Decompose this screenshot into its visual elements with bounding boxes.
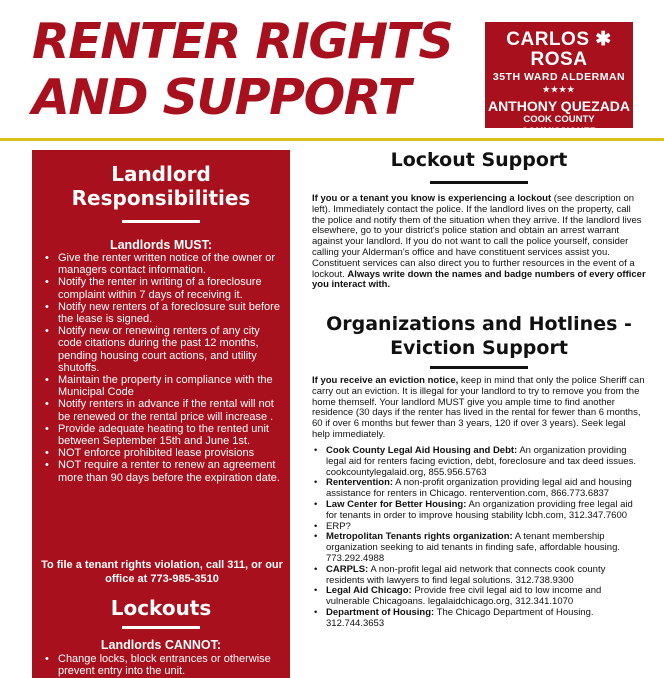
org-desc: Provide free civil legal aid to low income and vulnerable Chicagoans. legalaidchicago.org, 312.341.1070	[326, 585, 602, 608]
list-item: • Notify new or renewing renters of any city code citations during the past 12 months, pending housing court actions, and utility shutoffs.	[40, 325, 284, 374]
must-list	[40, 252, 284, 484]
list-item: • NOT enforce prohibited lease provisions	[40, 447, 284, 459]
org-desc: A tenant membership organization seeking to aid tenants in finding safe, affordable housing. 773.292.4988	[326, 531, 621, 564]
list-item: • Notify renters in advance if the rental will not be renewed or the rental price will increase .	[40, 398, 284, 422]
lockout-lead: If you or a tenant you know is experiencing a lockout	[312, 193, 552, 204]
badge-role-1: 35TH WARD ALDERMAN	[492, 71, 626, 83]
landlord-panel	[32, 150, 290, 678]
heading-underline	[122, 220, 200, 223]
list-item: • NOT require a renter to renew an agreement more than 90 days before the expiration date.	[40, 459, 284, 483]
org-desc: An organization providing free legal aid for tenants in order to improve housing stability lcbh.com, 312.347.7600	[326, 498, 633, 521]
list-item: • Maintain the property in compliance with the Municipal Code	[40, 374, 284, 398]
list-item: • Provide adequate heating to the rented unit between September 15th and June 1st.	[40, 423, 284, 447]
call-to-action: To file a tenant rights violation, call 311, or our office at 773-985-3510	[41, 559, 283, 585]
title-line-2: AND SUPPORT	[32, 69, 410, 126]
badge-name-1	[485, 30, 633, 70]
heading-underline	[430, 181, 528, 184]
org-name: Department of Housing:	[326, 606, 435, 618]
org-name: Metropolitan Tenants rights organization:	[326, 531, 513, 543]
must-label: Landlords MUST:	[109, 238, 213, 252]
org-desc: A non-profit legal aid network that connects cook county residents with lawyers to find legal solutions. 312.738.9300	[326, 563, 606, 586]
list-item	[312, 500, 646, 522]
sponsor-badge	[485, 22, 633, 137]
org-desc: The Chicago Department of Housing. 312.744.3653	[326, 606, 594, 629]
org-desc: An organization providing legal aid for renters facing eviction, debt, foreclosure and tax deed issues. cookcountylegalaid.org, 855.956.5763	[326, 445, 636, 478]
org-desc: ERP?	[326, 520, 351, 532]
list-item: • Notify the renter in writing of a foreclosure complaint within 7 days of receiving it.	[40, 276, 284, 300]
list-item	[312, 565, 646, 587]
orgs-heading: Organizations and Hotlines - Eviction Support	[326, 313, 632, 359]
lockout-body: (see description on left). Immediately contact the police. If the landlord lives on the property, call the police and notify them of the situation when they arrive. If the landlord lives elsewhere, go to your district's police station and obtain an arrest warrant against your landlord. If you do not want to call the police yourself, consider calling your Alderman's office and have constituent services assist you. Constituent services can also direct you to further resources in the event of a lockout.	[312, 193, 642, 280]
page-title	[32, 14, 472, 126]
eviction-body: keep in mind that only the police Sheriff can carry out an eviction. It is illegal for your landlord to try to remove you from the home themself. Your landlord MUST give you ample time to find another residence (30 days if the renter has lived in the rental for fewer than 6 months, 60 if over 6 months but fewer than 3 years, 120 if over 3 years). Seek legal help immediately.	[312, 375, 645, 440]
org-name: Law Center for Better Housing:	[326, 498, 467, 510]
list-item: • Notify new renters of a foreclosure suit before the lease is signed.	[40, 301, 284, 325]
list-item: • Give the renter written notice of the owner or managers contact information.	[40, 252, 284, 276]
list-item: • Change locks, block entrances or otherwise prevent entry into the unit.	[40, 653, 284, 677]
eviction-paragraph	[312, 376, 646, 441]
org-desc: A non-profit organization providing legal aid and housing assistance for renters in Chicago. rentervention.com, 866.773.6837	[326, 477, 632, 500]
badge-name-right: ROSA	[530, 49, 588, 70]
badge-name-2: ANTHONY QUEZADA	[487, 98, 631, 114]
badge-name-left: CARLOS	[506, 29, 590, 50]
badge-stars-icon: ★★★★	[542, 85, 576, 94]
org-name: CARPLS:	[326, 563, 369, 575]
list-item	[312, 532, 646, 564]
eviction-lead: If you receive an eviction notice,	[312, 375, 459, 386]
gold-divider	[0, 138, 664, 141]
landlord-heading: Landlord Responsibilities	[71, 162, 251, 210]
heading-underline	[122, 626, 200, 629]
org-name: Rentervention:	[326, 477, 394, 489]
lockout-tail: Always write down the names and badge numbers of every officer you interact with.	[312, 268, 646, 291]
list-item	[312, 478, 646, 500]
org-name: Cook County Legal Aid Housing and Debt:	[326, 445, 518, 456]
list-item	[312, 586, 646, 608]
cannot-label: Landlords CANNOT:	[100, 638, 222, 652]
lockout-support-heading: Lockout Support	[390, 149, 568, 171]
list-item	[312, 446, 646, 478]
list-item	[312, 608, 646, 630]
org-list	[312, 446, 646, 630]
lockouts-heading: Lockouts	[110, 596, 212, 620]
badge-role-2: COOK COUNTY COMMISSIONER	[521, 114, 597, 137]
lockout-paragraph	[312, 194, 646, 291]
cannot-list	[40, 653, 284, 677]
org-name: Legal Aid Chicago:	[326, 585, 412, 597]
title-line-1: RENTER RIGHTS	[32, 13, 453, 70]
heading-underline	[430, 366, 528, 369]
chicago-star-icon: ✱	[595, 29, 612, 50]
